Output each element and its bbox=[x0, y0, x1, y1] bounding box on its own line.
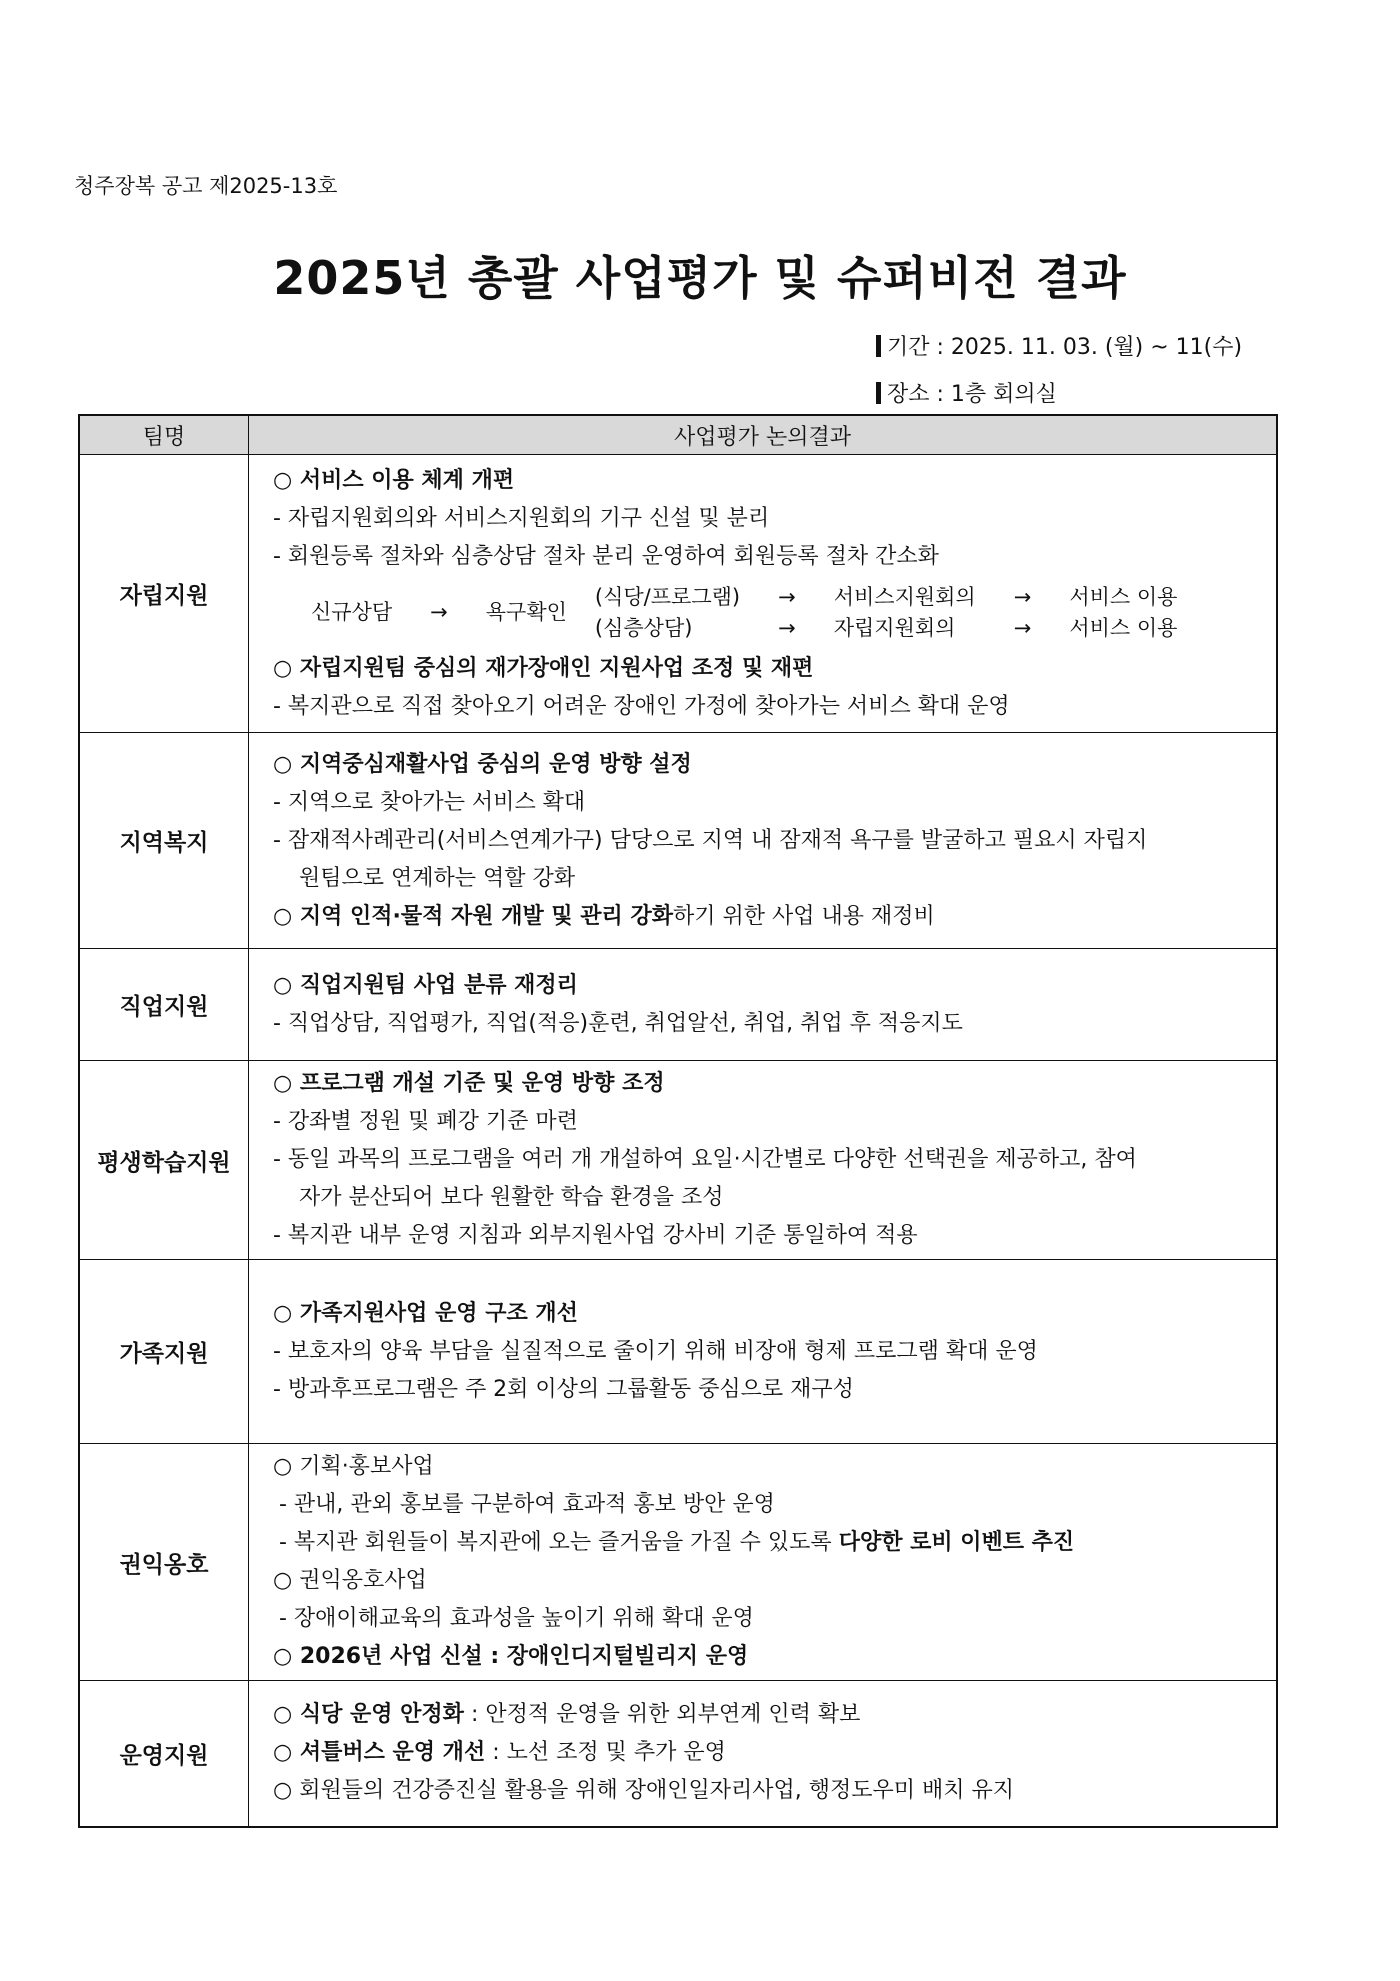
result-item: - 복지관 내부 운영 지침과 외부지원사업 강사비 기준 통일하여 적용 bbox=[273, 1223, 918, 1248]
result-heading: ○ 권익옹호사업 bbox=[273, 1568, 427, 1593]
result-item: - 강좌별 정원 및 폐강 기준 마련 bbox=[273, 1109, 578, 1134]
result-item: - 보호자의 양육 부담을 실질적으로 줄이기 위해 비장애 형제 프로그램 확대 운영 bbox=[273, 1338, 1038, 1364]
result-item: - 관내, 관외 홍보를 구분하여 효과적 홍보 방안 운영 bbox=[279, 1492, 775, 1517]
result-item bbox=[273, 1524, 1254, 1562]
result-heading bbox=[273, 1696, 1254, 1734]
table-row bbox=[79, 1061, 1277, 1260]
table-row bbox=[79, 1681, 1277, 1827]
arrow-icon: → bbox=[1013, 584, 1032, 609]
result-item-continued: 자가 분산되어 보다 원활한 학습 환경을 조성 bbox=[299, 1185, 724, 1210]
result-item-bold: 다양한 로비 이벤트 추진 bbox=[838, 1530, 1075, 1555]
header-team: 팀명 bbox=[79, 415, 249, 455]
result-heading-bold: ○ 식당 운영 안정화 bbox=[273, 1702, 464, 1728]
arrow-icon: → bbox=[1013, 615, 1032, 640]
evaluation-table bbox=[78, 414, 1278, 1828]
result-cell bbox=[249, 455, 1278, 733]
result-heading-rest: : 안정적 운영을 위한 외부연계 인력 확보 bbox=[463, 1702, 861, 1728]
team-name: 자립지원 bbox=[79, 455, 249, 733]
result-item-continued: 원팀으로 연계하는 역할 강화 bbox=[299, 865, 576, 891]
arrow-icon: → bbox=[778, 615, 796, 640]
result-heading-bold: ○ 지역 인적·물적 자원 개발 및 관리 강화 bbox=[273, 903, 673, 929]
table-row bbox=[79, 1444, 1277, 1681]
result-cell bbox=[249, 733, 1278, 949]
result-cell bbox=[249, 1681, 1278, 1827]
table-row bbox=[79, 733, 1277, 949]
result-cell bbox=[249, 1061, 1278, 1260]
bullet-bar-icon bbox=[876, 335, 881, 357]
arrow-icon: → bbox=[778, 584, 796, 609]
result-heading: ○ 자립지원팀 중심의 재가장애인 지원사업 조정 및 재편 bbox=[273, 655, 814, 681]
team-name: 평생학습지원 bbox=[79, 1061, 249, 1260]
result-item: - 자립지원회의와 서비스지원회의 기구 신설 및 분리 bbox=[273, 505, 770, 531]
result-heading-rest: 하기 위한 사업 내용 재정비 bbox=[672, 903, 935, 929]
flow-step: (심층상담) bbox=[594, 615, 693, 640]
result-heading: ○ 기획·홍보사업 bbox=[273, 1454, 434, 1479]
table-row bbox=[79, 1260, 1277, 1444]
result-cell bbox=[249, 1260, 1278, 1444]
result-item: - 방과후프로그램은 주 2회 이상의 그룹활동 중심으로 재구성 bbox=[273, 1376, 854, 1402]
flow-step: 서비스지원회의 bbox=[833, 584, 976, 609]
flow-step: (식당/프로그램) bbox=[594, 584, 741, 609]
flow-step: 욕구확인 bbox=[485, 600, 567, 624]
result-heading: ○ 회원들의 건강증진실 활용을 위해 장애인일자리사업, 행정도우미 배치 유지 bbox=[273, 1778, 1014, 1804]
team-name: 권익옹호 bbox=[79, 1444, 249, 1681]
result-cell bbox=[249, 1444, 1278, 1681]
result-item: - 회원등록 절차와 심층상담 절차 분리 운영하여 회원등록 절차 간소화 bbox=[273, 543, 939, 569]
result-heading-rest: : 노선 조정 및 추가 운영 bbox=[485, 1740, 726, 1766]
period-text: 기간 : 2025. 11. 03. (월) ~ 11(수) bbox=[887, 335, 1243, 360]
flow-step: 서비스 이용 bbox=[1069, 615, 1178, 640]
flow-step: 자립지원회의 bbox=[833, 615, 956, 640]
result-heading bbox=[273, 898, 1254, 936]
table-row bbox=[79, 949, 1277, 1061]
team-name: 가족지원 bbox=[79, 1260, 249, 1444]
result-heading: ○ 서비스 이용 체계 개편 bbox=[273, 467, 515, 493]
result-heading bbox=[273, 1734, 1254, 1772]
result-item: - 복지관으로 직접 찾아오기 어려운 장애인 가정에 찾아가는 서비스 확대 운영 bbox=[273, 693, 1010, 719]
document-title: 2025년 총괄 사업평가 및 슈퍼비전 결과 bbox=[273, 251, 1127, 305]
header-result: 사업평가 논의결과 bbox=[249, 415, 1278, 455]
team-name: 운영지원 bbox=[79, 1681, 249, 1827]
team-name: 지역복지 bbox=[79, 733, 249, 949]
result-item: - 장애이해교육의 효과성을 높이기 위해 확대 운영 bbox=[279, 1606, 754, 1631]
result-item-text: - 복지관 회원들이 복지관에 오는 즐거움을 가질 수 있도록 bbox=[279, 1530, 839, 1555]
arrow-icon: → bbox=[430, 600, 448, 624]
flow-step: 서비스 이용 bbox=[1069, 584, 1178, 609]
result-heading: ○ 2026년 사업 신설 : 장애인디지털빌리지 운영 bbox=[273, 1644, 749, 1669]
table-header-row bbox=[79, 415, 1277, 455]
result-item: - 지역으로 찾아가는 서비스 확대 bbox=[273, 789, 586, 815]
result-heading-bold: ○ 셔틀버스 운영 개선 bbox=[273, 1740, 486, 1766]
result-heading: ○ 지역중심재활사업 중심의 운영 방향 설정 bbox=[273, 751, 692, 777]
result-item: - 직업상담, 직업평가, 직업(적응)훈련, 취업알선, 취업, 취업 후 적응지도 bbox=[273, 1010, 963, 1036]
place-info bbox=[876, 377, 1057, 408]
result-cell bbox=[249, 949, 1278, 1061]
flow-step: 신규상담 bbox=[311, 600, 393, 624]
result-heading: ○ 프로그램 개설 기준 및 운영 방향 조정 bbox=[273, 1071, 665, 1096]
team-name: 직업지원 bbox=[79, 949, 249, 1061]
period-info bbox=[876, 330, 1242, 361]
bullet-bar-icon bbox=[876, 382, 881, 404]
process-flow bbox=[297, 582, 1191, 644]
result-heading: ○ 직업지원팀 사업 분류 재정리 bbox=[273, 972, 578, 998]
result-item: - 잠재적사례관리(서비스연계가구) 담당으로 지역 내 잠재적 욕구를 발굴하고 필요시 자립지 bbox=[273, 827, 1148, 853]
result-heading: ○ 가족지원사업 운영 구조 개선 bbox=[273, 1300, 578, 1326]
table-row bbox=[79, 455, 1277, 733]
place-text: 장소 : 1층 회의실 bbox=[887, 382, 1057, 407]
notice-number: 청주장복 공고 제2025-13호 bbox=[74, 174, 338, 198]
result-item: - 동일 과목의 프로그램을 여러 개 개설하여 요일·시간별로 다양한 선택권을 제공하고, 참여 bbox=[273, 1147, 1137, 1172]
